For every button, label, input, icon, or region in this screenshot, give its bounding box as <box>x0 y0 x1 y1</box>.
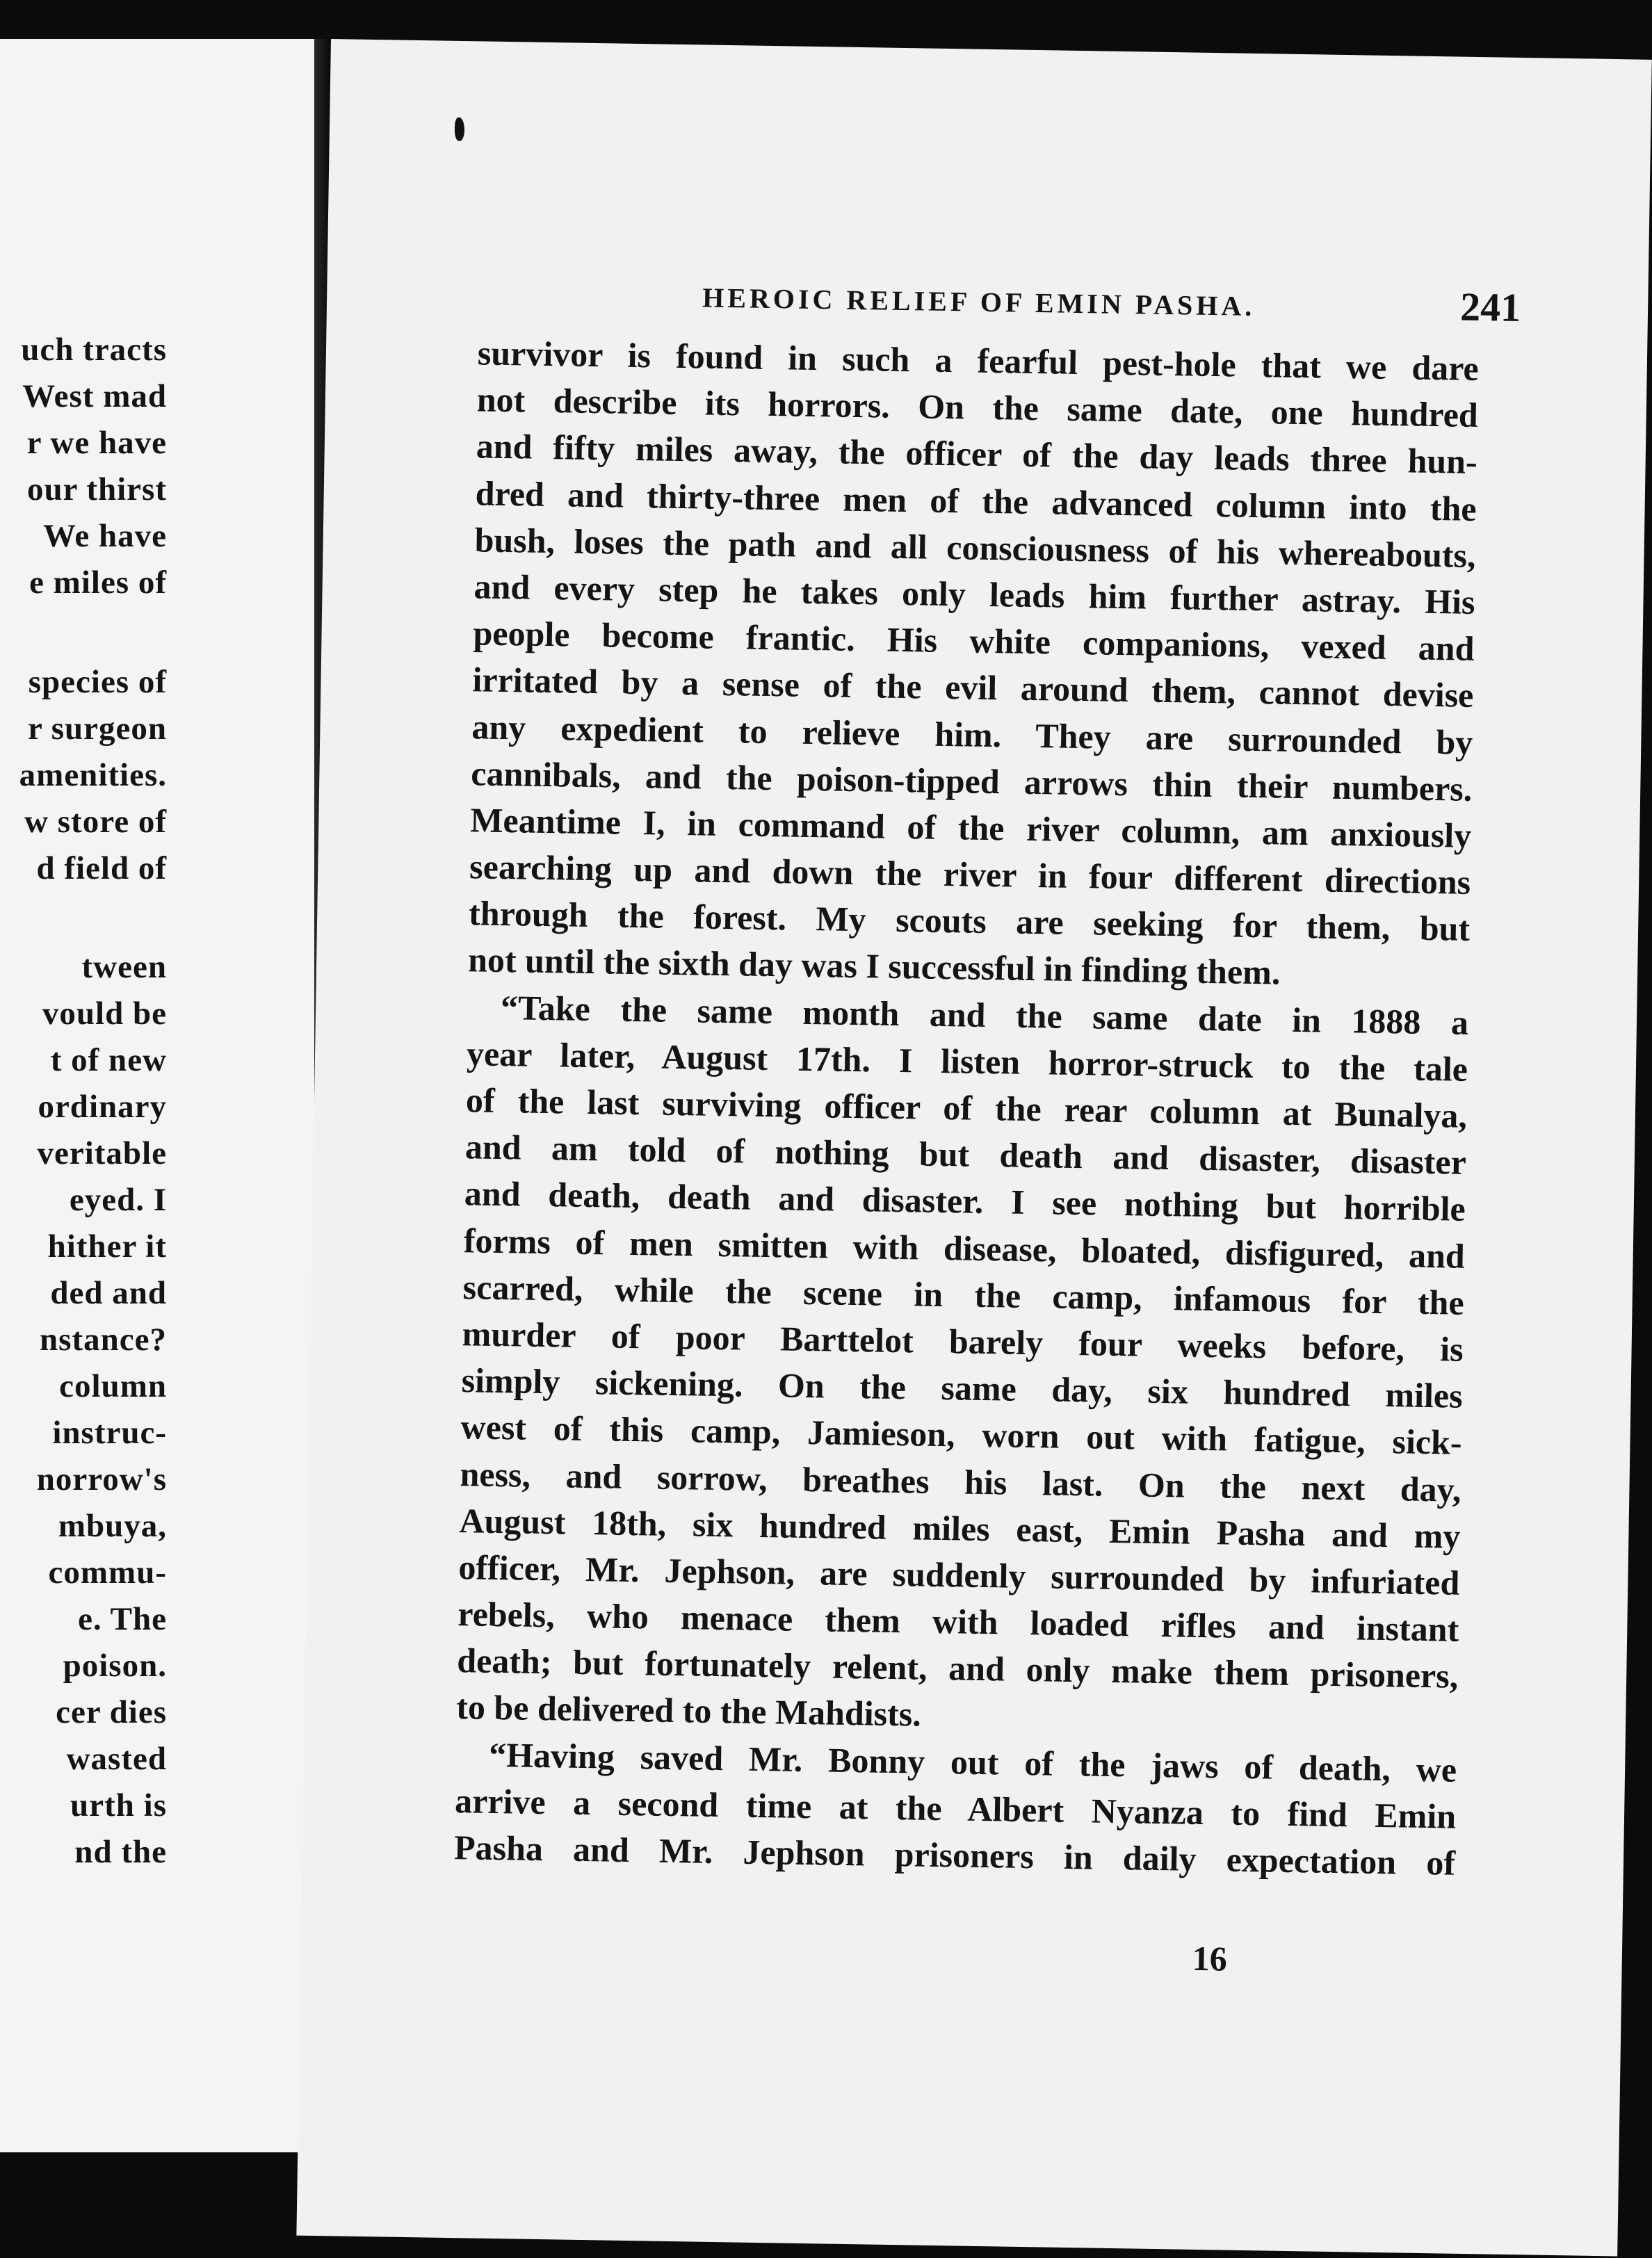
text-line: people become frantic. His white companions, vexed and <box>473 613 1475 669</box>
text-line: bush, loses the path and all consciousness of his whereabouts, <box>474 520 1476 575</box>
left-page-line: veritable <box>37 1135 167 1171</box>
page-number: 241 <box>1459 284 1521 330</box>
left-page-line: poison. <box>63 1648 167 1684</box>
text-line: not until the sixth day was I successful in finding them. <box>467 940 1281 993</box>
left-page <box>0 39 314 2152</box>
left-page-line: our thirst <box>26 471 167 507</box>
left-page-line: r surgeon <box>27 710 167 747</box>
left-page-line: tween <box>81 949 167 985</box>
text-line: and every step he takes only leads him further astray. His <box>473 567 1475 622</box>
left-page-line: urth is <box>70 1787 167 1824</box>
left-page-line: e. The <box>78 1601 167 1637</box>
text-line: death; but fortunately relent, and only make them prisoners, <box>456 1641 1459 1696</box>
text-line: west of this camp, Jamieson, worn out with fatigue, sick- <box>460 1407 1462 1463</box>
text-line: through the forest. My scouts are seeking for them, but <box>468 893 1471 949</box>
left-page-line: We have <box>42 518 167 554</box>
left-page-line: column <box>59 1368 167 1404</box>
body-text <box>454 330 1480 1887</box>
left-page-line: cer dies <box>56 1694 167 1730</box>
text-line: rebels, who menace them with loaded rifles and instant <box>457 1594 1459 1649</box>
text-line: August 18th, six hundred miles east, Emin Pasha and my <box>459 1500 1461 1556</box>
text-line: forms of men smitten with disease, bloated, disfigured, and <box>463 1220 1466 1276</box>
text-line: “Take the same month and the same date in 1888 a <box>500 987 1469 1042</box>
text-line: ness, and sorrow, breathes his last. On the next day, <box>460 1454 1461 1509</box>
text-line: Pasha and Mr. Jephson prisoners in daily expectation of <box>453 1828 1456 1883</box>
left-page-line: wasted <box>66 1741 167 1777</box>
left-page-line: e miles of <box>29 564 167 601</box>
text-line: not describe its horrors. On the same date, one hundred <box>476 380 1479 435</box>
text-line: year later, August 17th. I listen horror-struck to the tale <box>466 1034 1468 1089</box>
left-page-line: nd the <box>74 1834 167 1870</box>
text-line: any expedient to relieve him. They are surrounded by <box>471 706 1473 762</box>
text-line: survivor is found in such a fearful pest-hole that we dare <box>477 333 1480 388</box>
left-page-line: hither it <box>47 1228 167 1265</box>
right-page <box>296 39 1651 2256</box>
text-line: and death, death and disaster. I see nothing but horrible <box>464 1173 1466 1229</box>
ink-blot <box>455 117 465 141</box>
text-line: and fifty miles away, the officer of the day leads three hun- <box>476 426 1478 482</box>
text-line: cannibals, and the poison-tipped arrows thin their numbers. <box>470 753 1473 809</box>
left-page-line: West mad <box>22 378 167 414</box>
signature-mark: 16 <box>1192 1938 1228 1979</box>
text-line: dred and thirty-three men of the advanced column into the <box>475 473 1477 528</box>
left-page-line: nstance? <box>40 1322 167 1358</box>
left-page-line: uch tracts <box>21 332 167 368</box>
left-page-line: vould be <box>42 996 167 1032</box>
left-page-line: mbuya, <box>58 1508 167 1544</box>
text-line: irritated by a sense of the evil around them, cannot devise <box>472 660 1474 715</box>
left-page-line: t of new <box>50 1042 167 1078</box>
text-line: murder of poor Barttelot barely four weeks before, is <box>462 1314 1464 1369</box>
text-line: Meantime I, in command of the river column, am anxiously <box>469 800 1472 855</box>
text-line: officer, Mr. Jephson, are suddenly surrounded by infuriated <box>458 1548 1460 1602</box>
left-page-line: r we have <box>26 425 167 461</box>
left-page-line: commu- <box>48 1554 167 1591</box>
text-line: and am told of nothing but death and disaster, disaster <box>464 1127 1467 1183</box>
text-line: of the last surviving officer of the rear column at Bunalya, <box>465 1080 1468 1135</box>
left-page-line: species of <box>28 664 167 700</box>
left-page-line: instruc- <box>52 1415 167 1451</box>
text-line: searching up and down the river in four different directions <box>469 847 1471 902</box>
left-page-line: norrow's <box>36 1461 167 1497</box>
left-page-line: d field of <box>36 850 167 886</box>
left-page-line: ordinary <box>38 1089 167 1125</box>
text-line: scarred, while the scene in the camp, infamous for the <box>462 1267 1465 1322</box>
left-page-line: eyed. I <box>69 1182 167 1218</box>
text-line: arrive a second time at the Albert Nyanza to find Emin <box>454 1780 1457 1836</box>
running-head: HEROIC RELIEF OF EMIN PASHA. <box>702 282 1256 322</box>
left-page-line: amenities. <box>19 757 167 793</box>
left-page-line: w store of <box>24 804 167 840</box>
text-line: “Having saved Mr. Bonny out of the jaws of death, we <box>488 1735 1457 1789</box>
left-page-line: ded and <box>50 1275 167 1311</box>
text-line: simply sickening. On the same day, six hundred miles <box>461 1361 1463 1415</box>
text-line: to be delivered to the Mahdists. <box>455 1687 922 1735</box>
